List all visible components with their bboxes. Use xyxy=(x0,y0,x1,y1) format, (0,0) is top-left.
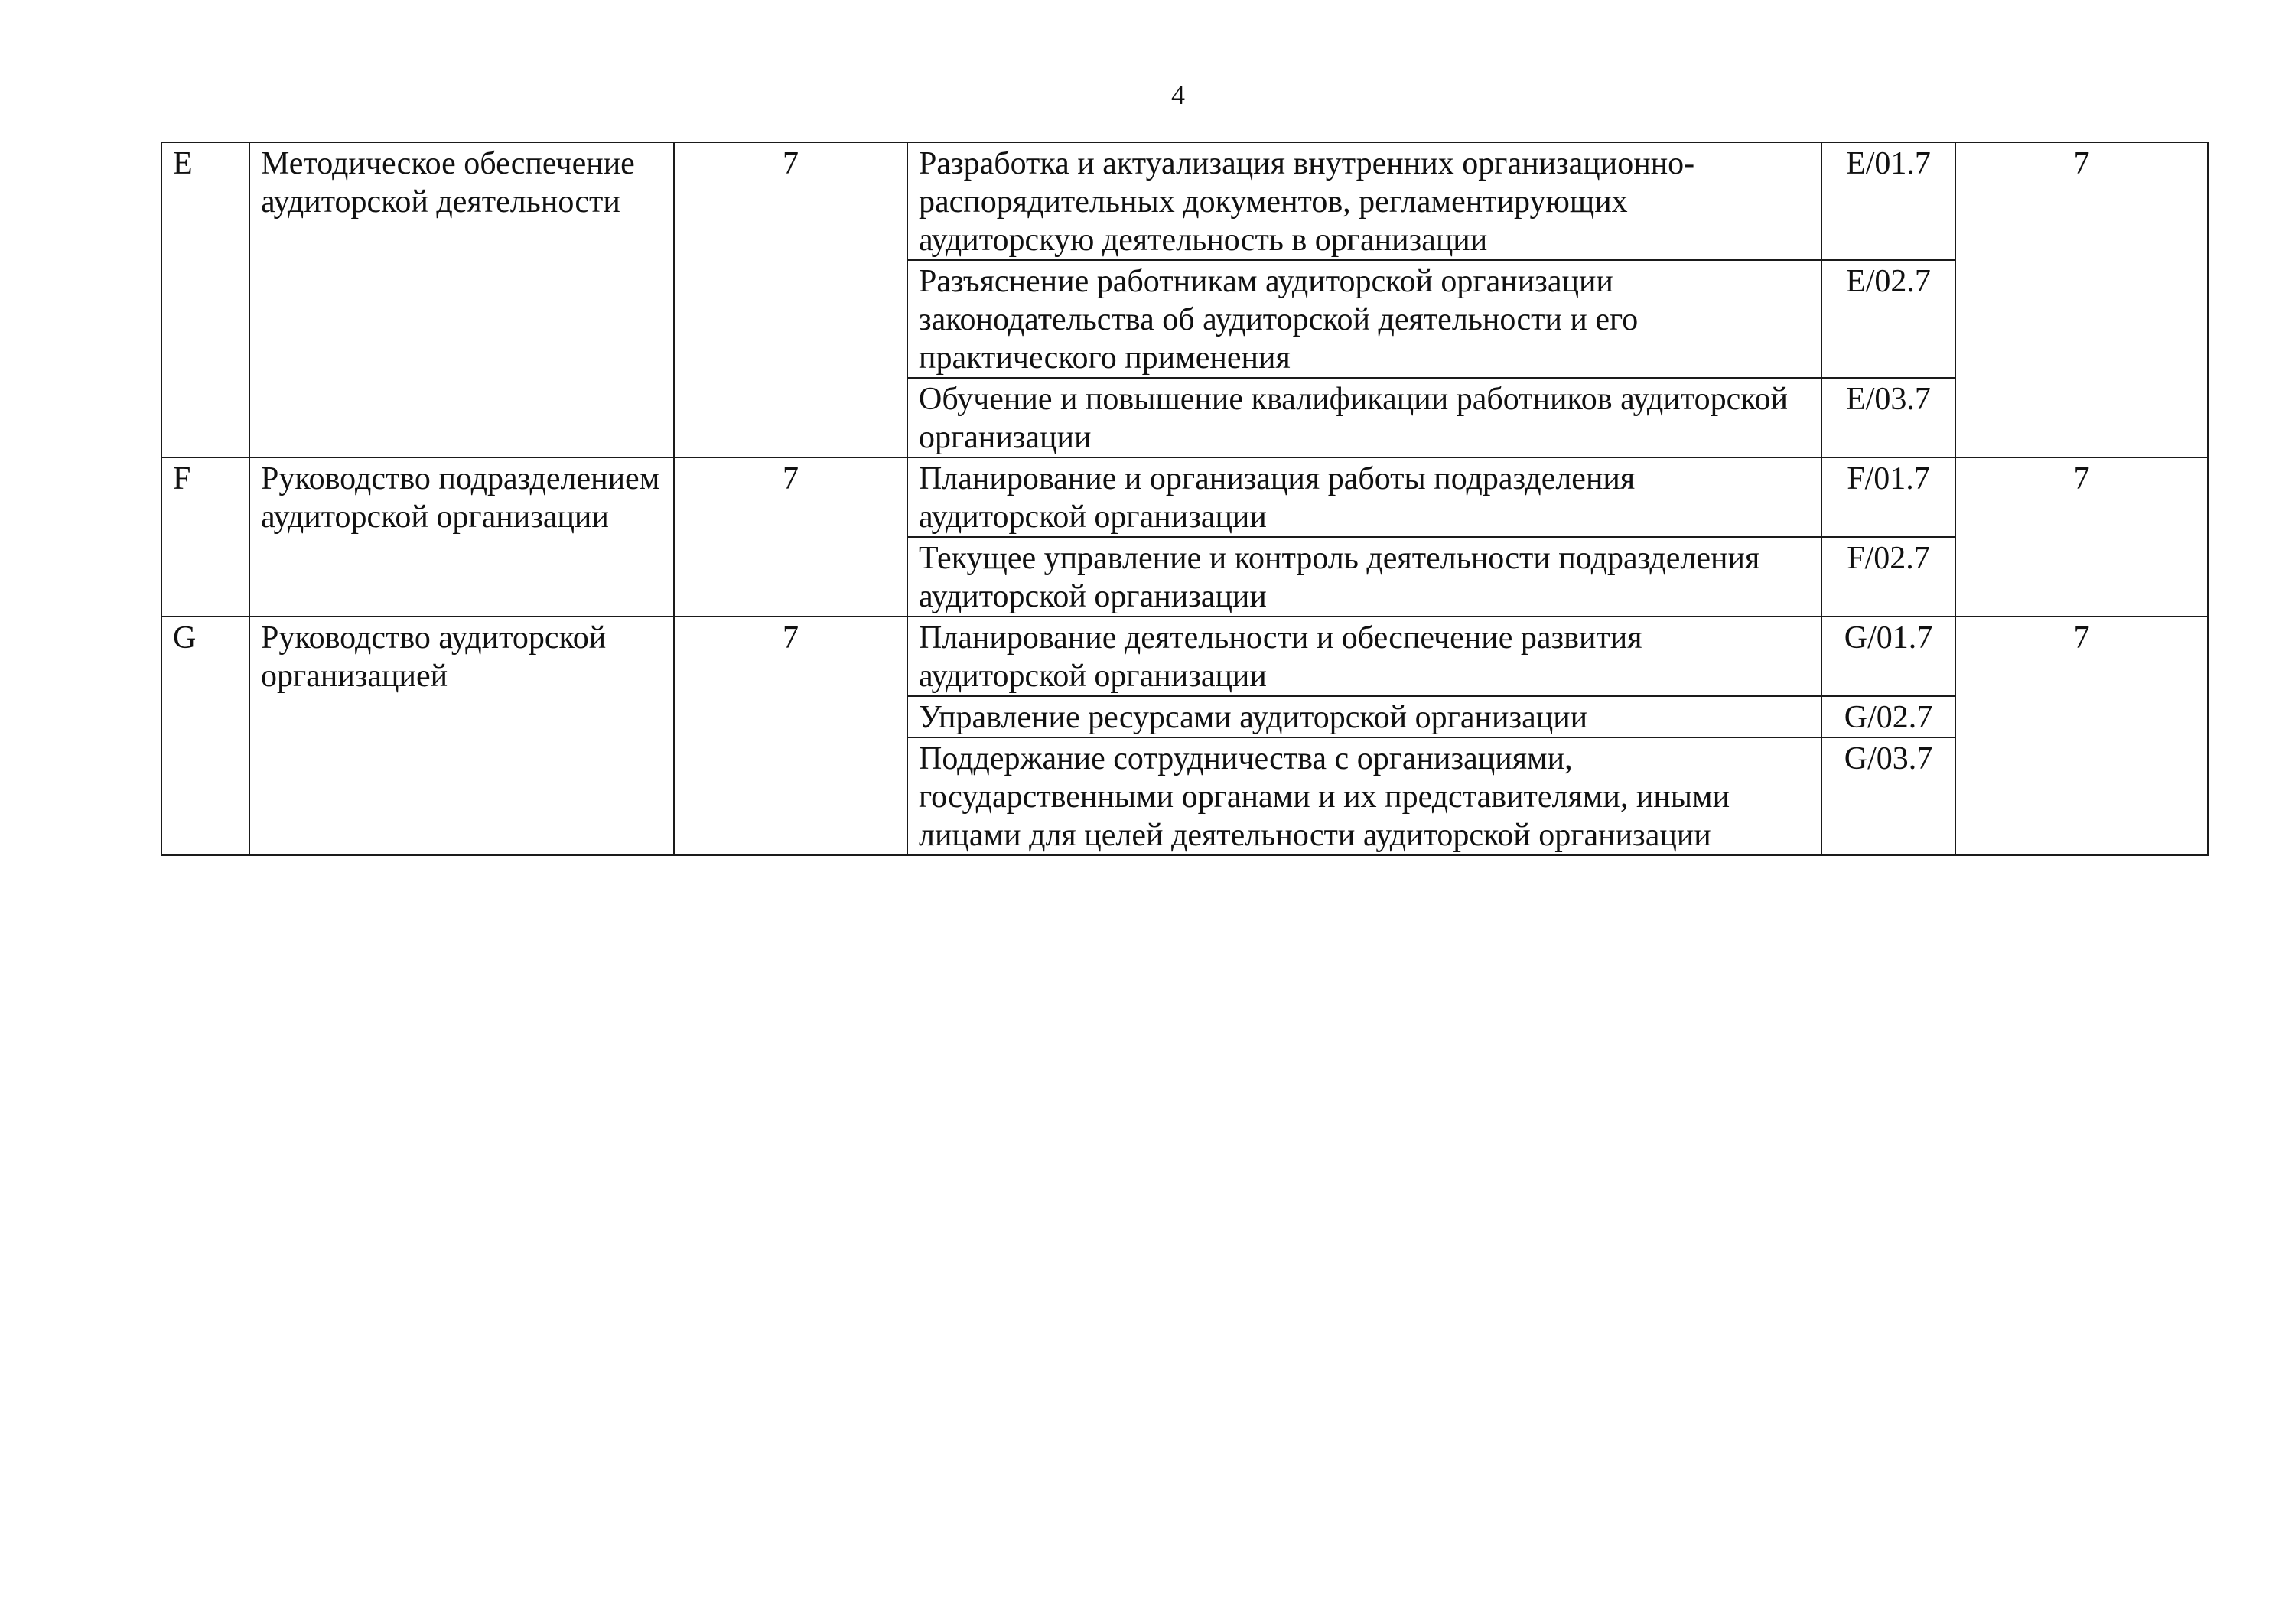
function-code: E/03.7 xyxy=(1821,378,1955,457)
group-code: E xyxy=(161,142,249,457)
function-code: E/02.7 xyxy=(1821,260,1955,378)
function-code: E/01.7 xyxy=(1821,142,1955,260)
function-name: Планирование деятельности и обеспечение развития аудиторской организации xyxy=(907,617,1821,696)
function-name: Разработка и актуализация внутренних организационно-распорядительных документов, регламентирующих аудиторскую деятельность в организации xyxy=(907,142,1821,260)
function-name: Планирование и организация работы подразделения аудиторской организации xyxy=(907,457,1821,537)
function-code: G/02.7 xyxy=(1821,696,1955,737)
group-level: 7 xyxy=(674,617,907,855)
function-name: Обучение и повышение квалификации работников аудиторской организации xyxy=(907,378,1821,457)
group-code: G xyxy=(161,617,249,855)
function-name: Управление ресурсами аудиторской организации xyxy=(907,696,1821,737)
function-code: G/01.7 xyxy=(1821,617,1955,696)
function-name: Поддержание сотрудничества с организациями, государственными органами и их представителями, иными лицами для целей деятельности аудиторской организации xyxy=(907,737,1821,855)
function-code: G/03.7 xyxy=(1821,737,1955,855)
function-level: 7 xyxy=(1955,617,2208,855)
function-name: Разъяснение работникам аудиторской организации законодательства об аудиторской деятельности и его практического применения xyxy=(907,260,1821,378)
group-level: 7 xyxy=(674,457,907,617)
function-code: F/01.7 xyxy=(1821,457,1955,537)
function-level: 7 xyxy=(1955,457,2208,617)
function-level: 7 xyxy=(1955,142,2208,457)
group-name: Руководство аудиторской организацией xyxy=(249,617,674,855)
function-name: Текущее управление и контроль деятельности подразделения аудиторской организации xyxy=(907,537,1821,617)
function-code: F/02.7 xyxy=(1821,537,1955,617)
table-row xyxy=(161,457,2208,537)
group-name: Руководство подразделением аудиторской организации xyxy=(249,457,674,617)
generalized-functions-table xyxy=(161,142,2209,856)
group-level: 7 xyxy=(674,142,907,457)
table-row xyxy=(161,142,2208,260)
page-number: 4 xyxy=(1171,80,1185,110)
group-code: F xyxy=(161,457,249,617)
table-row xyxy=(161,617,2208,696)
group-name: Методическое обеспечение аудиторской деятельности xyxy=(249,142,674,457)
